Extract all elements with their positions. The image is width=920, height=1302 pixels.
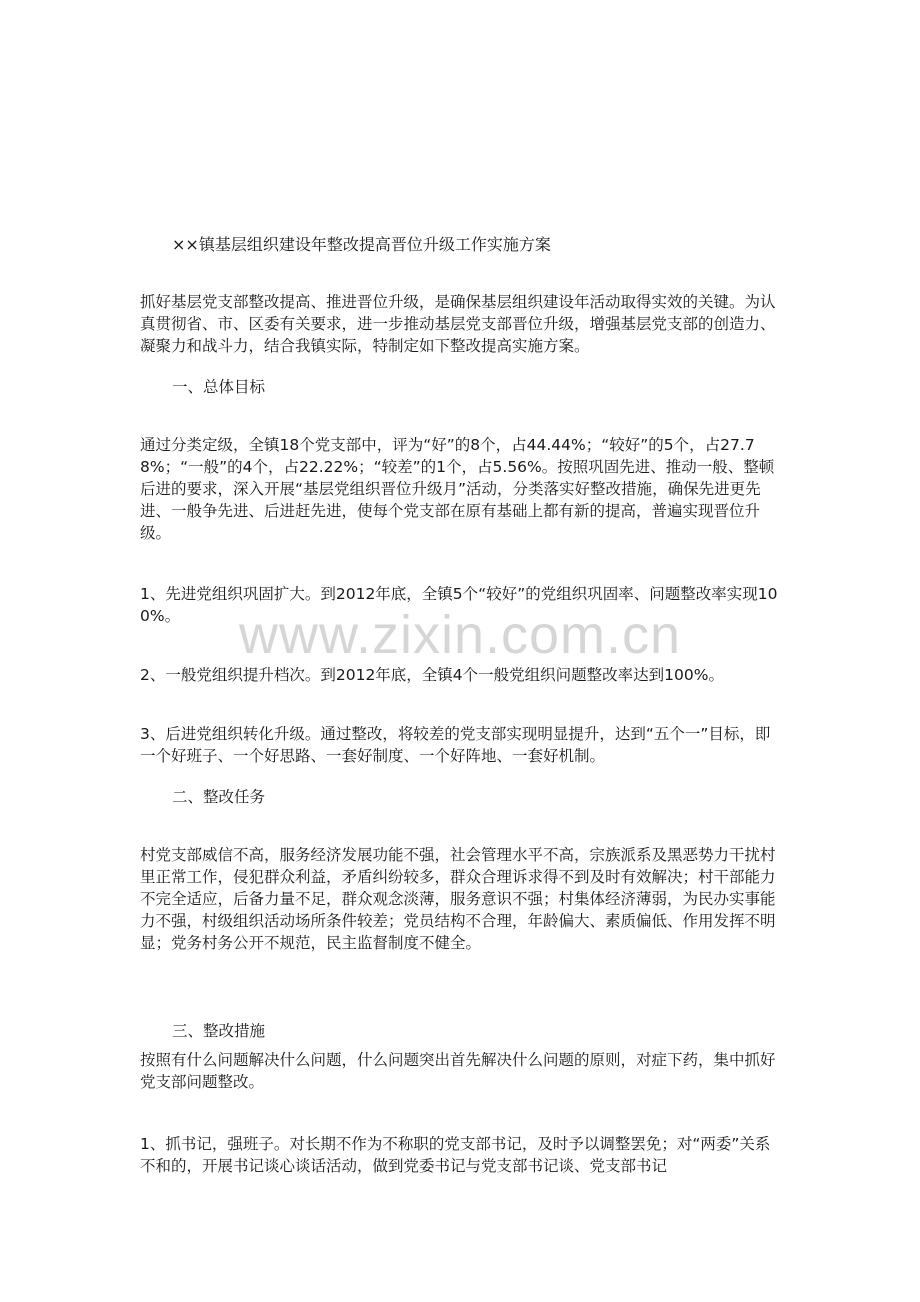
section-1-item-3: 3、后进党组织转化升级。通过整改，将较差的党支部实现明显提升，达到“五个一”目标，即一个好班子、一个好思路、一套好制度、一个好阵地、一套好机制。	[140, 725, 771, 765]
intro-paragraph: 抓好基层党支部整改提高、推进晋位升级，是确保基层组织建设年活动取得实效的关键。为认真贯彻省、市、区委有关要求，进一步推动基层党支部晋位升级，增强基层党支部的创造力、凝聚力和战斗力，结合我镇实际，特制定如下整改提高实施方案。	[140, 293, 776, 355]
section-3-item-1: 1、抓书记，强班子。对长期不作为不称职的党支部书记，及时予以调整罢免；对“两委”关系不和的，开展书记谈心谈话活动，做到党委书记与党支部书记谈、党支部书记	[140, 1135, 771, 1175]
document-title: ××镇基层组织建设年整改提高晋位升级工作实施方案	[172, 235, 551, 254]
section-1-heading: 一、总体目标	[172, 378, 266, 396]
section-3-heading: 三、整改措施	[172, 1022, 266, 1040]
section-1-body: 通过分类定级，全镇18个党支部中，评为“好”的8个，占44.44%；“较好”的5个，占27.78%；“一般”的4个，占22.22%；“较差”的1个，占5.56%。按照巩固先进、推动一般、整顿后进的要求，深入开展“基层党组织晋位升级月”活动，分类落实好整改措施，确保先进更先进、一般争先进、后进赶先进，使每个党支部在原有基础上都有新的提高，普遍实现晋位升级。	[140, 436, 775, 542]
section-1-item-2: 2、一般党组织提升档次。到2012年底，全镇4个一般党组织问题整改率达到100%。	[140, 666, 724, 684]
section-2-heading: 二、整改任务	[172, 788, 266, 806]
section-2-body: 村党支部威信不高，服务经济发展功能不强，社会管理水平不高，宗族派系及黑恶势力干扰村里正常工作，侵犯群众利益，矛盾纠纷较多，群众合理诉求得不到及时有效解决；村干部能力不完全适应，后备力量不足，群众观念淡薄，服务意识不强；村集体经济薄弱，为民办实事能力不强，村级组织活动场所条件较差；党员结构不合理，年龄偏大、素质偏低、作用发挥不明显；党务村务公开不规范，民主监督制度不健全。	[140, 846, 776, 952]
section-3-body: 按照有什么问题解决什么问题，什么问题突出首先解决什么问题的原则，对症下药，集中抓好党支部问题整改。	[140, 1051, 776, 1091]
section-1-item-1: 1、先进党组织巩固扩大。到2012年底，全镇5个“较好”的党组织巩固率、问题整改率实现100%。	[140, 585, 778, 625]
watermark: www.zixin.com.cn	[238, 605, 682, 665]
